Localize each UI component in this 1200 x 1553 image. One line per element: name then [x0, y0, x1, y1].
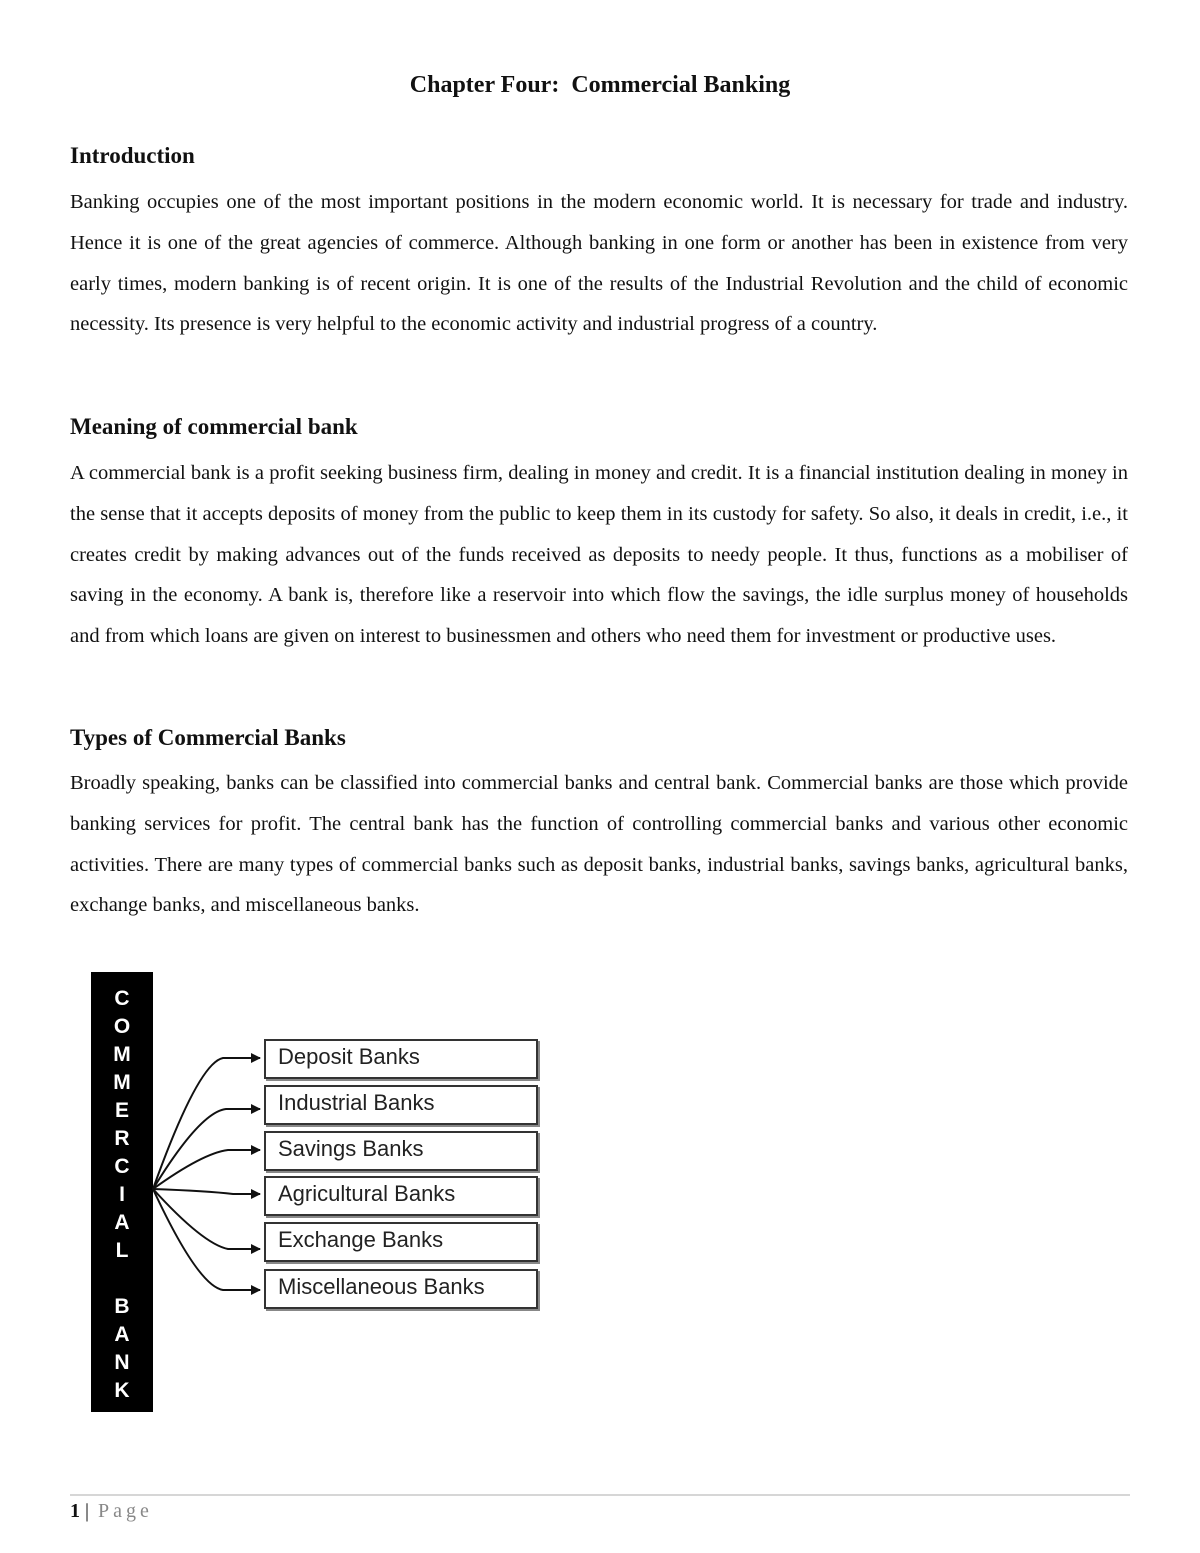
- bar-letter: I: [119, 1183, 125, 1206]
- paragraph-introduction: Banking occupies one of the most important positions in the modern economic world. It is necessary for trade and industry. Hence it is one of the great agencies of commerce. Although banking in one form or another has been in existence from very early times, modern banking is of recent origin. It is one of the results of the Industrial Revolution and the child of economic necessity. Its presence is very helpful to the economic activity and industrial progress of a country.: [70, 191, 1128, 336]
- bank-type-box-savings: [264, 1131, 538, 1171]
- heading-introduction: Introduction: [70, 143, 195, 168]
- bank-type-label: Savings Banks: [278, 1136, 424, 1161]
- bar-letter: B: [114, 1295, 130, 1318]
- bar-letter: L: [115, 1239, 129, 1262]
- bar-letter: A: [114, 1211, 130, 1234]
- bar-letter: K: [114, 1379, 130, 1402]
- bank-type-label: Exchange Banks: [278, 1227, 444, 1252]
- arrow-deposit: [153, 1058, 260, 1189]
- bar-letter: N: [114, 1351, 130, 1374]
- bank-type-label: Miscellaneous Banks: [278, 1274, 485, 1299]
- connector-arrows: [88, 968, 268, 1416]
- bar-letter: R: [114, 1127, 130, 1150]
- arrow-exchange: [153, 1189, 260, 1249]
- bar-letter: C: [114, 987, 130, 1010]
- bank-types-diagram: [88, 968, 548, 1416]
- bank-type-box-miscellaneous: [264, 1269, 538, 1309]
- bank-type-box-industrial: [264, 1085, 538, 1125]
- bar-letter: C: [114, 1155, 130, 1178]
- bar-letter: M: [113, 1071, 131, 1094]
- page-footer: [70, 1500, 153, 1523]
- bar-letter: M: [113, 1043, 131, 1066]
- bank-type-box-exchange: [264, 1222, 538, 1262]
- heading-meaning: Meaning of commercial bank: [70, 414, 358, 439]
- bank-type-box-agricultural: [264, 1176, 538, 1216]
- bank-type-label: Deposit Banks: [278, 1044, 420, 1069]
- bank-type-box-deposit: [264, 1039, 538, 1079]
- footer-divider: [70, 1494, 1130, 1496]
- page-number: 1: [70, 1500, 80, 1522]
- footer-separator: |: [85, 1500, 90, 1522]
- arrow-agricultural: [153, 1189, 260, 1194]
- bar-letter: A: [114, 1323, 130, 1346]
- paragraph-types: Broadly speaking, banks can be classified into commercial banks and central bank. Commercial banks are those which provide banking services for profit. The central bank has the function of controlling commercial banks and various other economic activities. There are many types of commercial banks such as deposit banks, industrial banks, savings banks, agricultural banks, exchange banks, and miscellaneous banks.: [70, 772, 1128, 917]
- heading-types: Types of Commercial Banks: [70, 725, 346, 750]
- bar-letter: E: [114, 1099, 129, 1122]
- bank-type-label: Agricultural Banks: [278, 1181, 456, 1206]
- page-word: Page: [98, 1500, 153, 1522]
- chapter-title: Chapter Four: Commercial Banking: [409, 72, 791, 98]
- bank-type-label: Industrial Banks: [278, 1090, 435, 1115]
- arrow-savings: [153, 1150, 260, 1189]
- paragraph-meaning: A commercial bank is a profit seeking business firm, dealing in money and credit. It is a financial institution dealing in money in the sense that it accepts deposits of money from the public to keep them in its custody for safety. So also, it deals in credit, i.e., it creates credit by making advances out of the funds received as deposits to needy people. It thus, functions as a mobiliser of saving in the economy. A bank is, therefore like a reservoir into which flow the savings, the idle surplus money of households and from which loans are given on interest to businessmen and others who need them for investment or productive uses.: [70, 462, 1128, 648]
- bar-letter: O: [113, 1015, 131, 1038]
